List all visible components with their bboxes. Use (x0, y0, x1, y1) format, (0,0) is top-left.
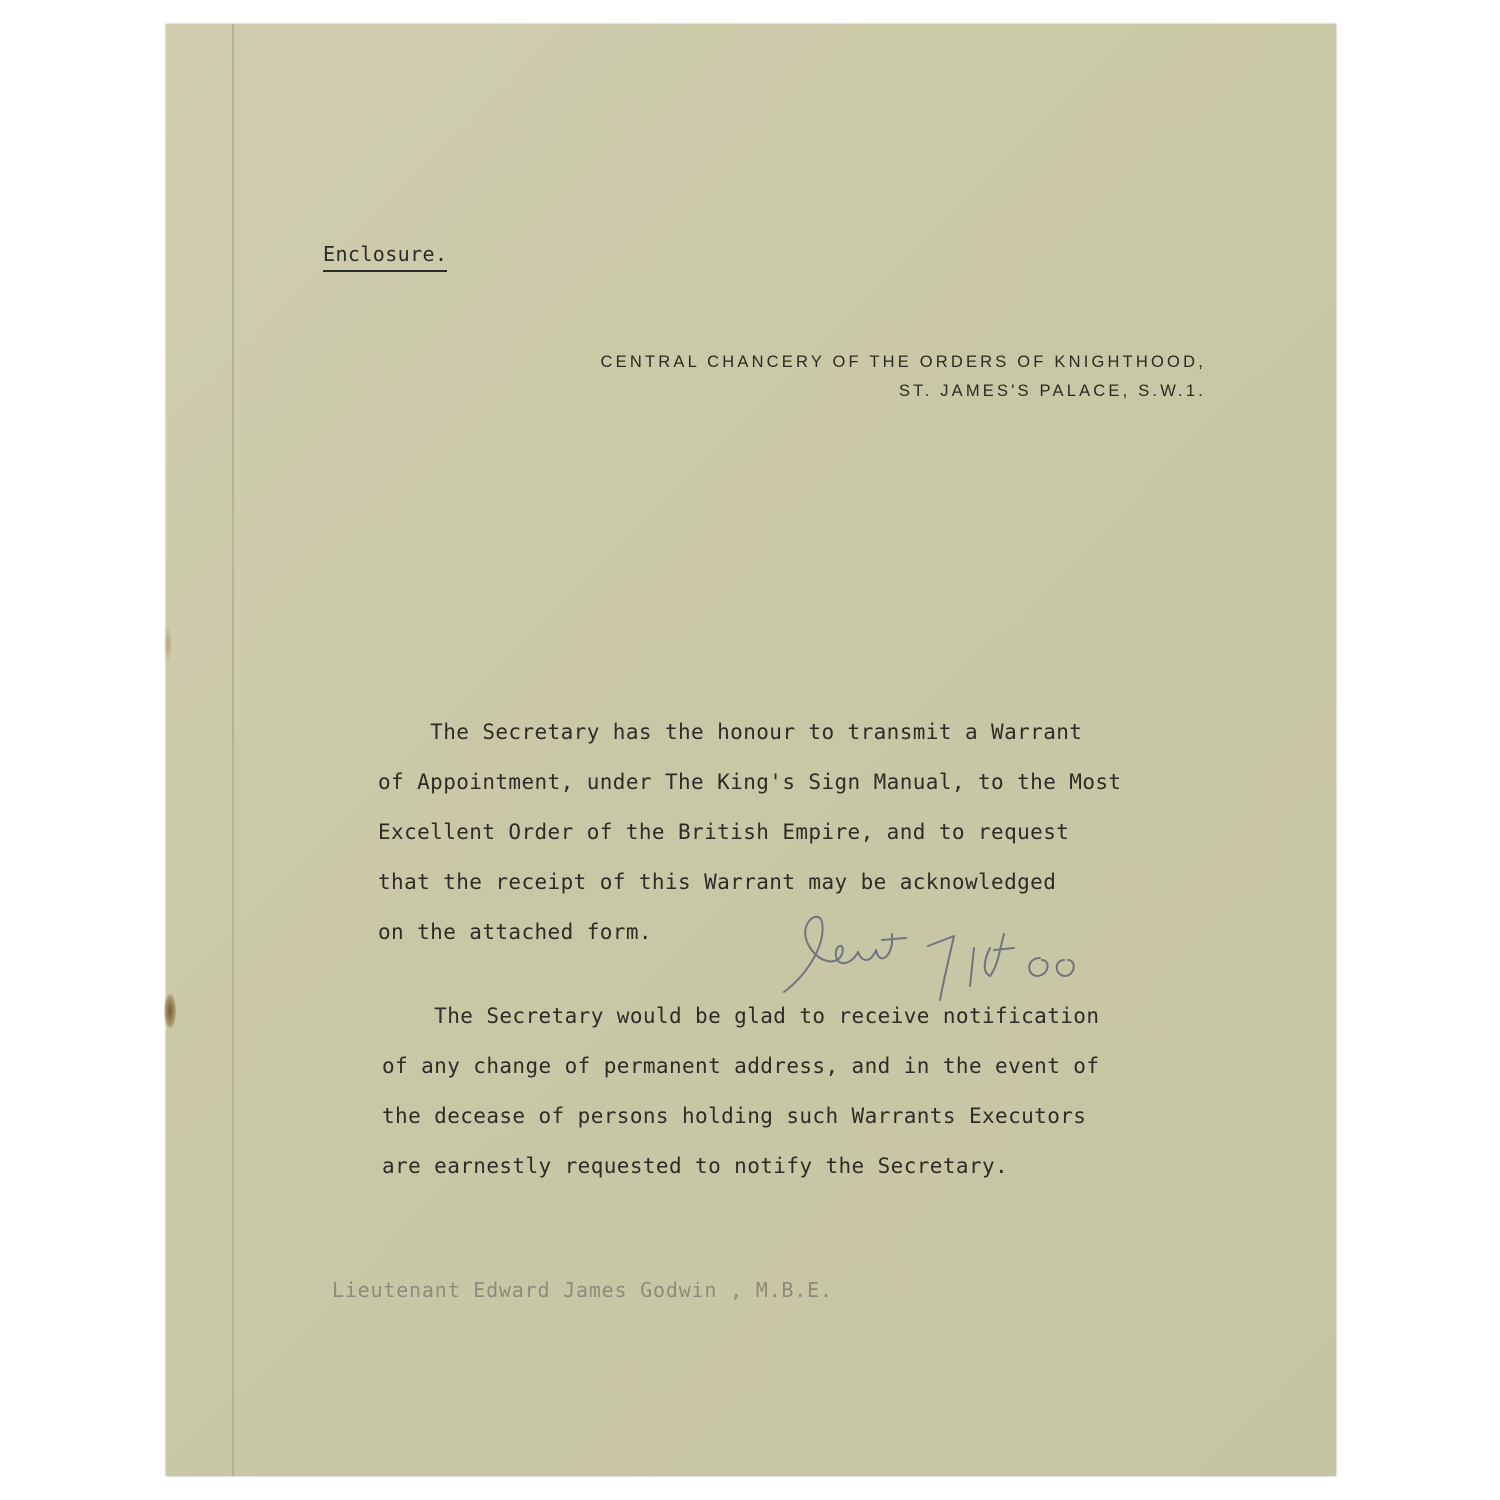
paragraph-line: The Secretary has the honour to transmit a Warrant (378, 720, 1083, 744)
paragraph-line: of any change of permanent address, and in the event of (382, 1054, 1100, 1078)
letterhead-line-1: CENTRAL CHANCERY OF THE ORDERS OF KNIGHTHOOD, (600, 353, 1206, 371)
perforated-edge (162, 24, 170, 1476)
letterhead (601, 348, 1206, 406)
document-sheet (166, 24, 1336, 1476)
paragraph-line: of Appointment, under The King's Sign Manual, to the Most (378, 770, 1122, 794)
recipient-name: Lieutenant Edward James Godwin , M.B.E. (332, 1278, 833, 1302)
stub-fold-line (232, 24, 234, 1476)
paper-stain (164, 994, 176, 1028)
paragraph-line: the decease of persons holding such Warrants Executors (382, 1104, 1087, 1128)
paper-stain (164, 624, 172, 664)
paragraph-line: The Secretary would be glad to receive notification (382, 1004, 1100, 1028)
paragraph-line: are earnestly requested to notify the Secretary. (382, 1154, 1009, 1178)
paragraph-line: on the attached form. (378, 920, 652, 944)
paragraph-line: that the receipt of this Warrant may be acknowledged (378, 870, 1057, 894)
paragraph-line: Excellent Order of the British Empire, and to request (378, 820, 1070, 844)
enclosure-label: Enclosure. (323, 242, 447, 272)
handwritten-note (778, 904, 1158, 1014)
letterhead-line-2: ST. JAMES'S PALACE, S.W.1. (898, 382, 1206, 400)
